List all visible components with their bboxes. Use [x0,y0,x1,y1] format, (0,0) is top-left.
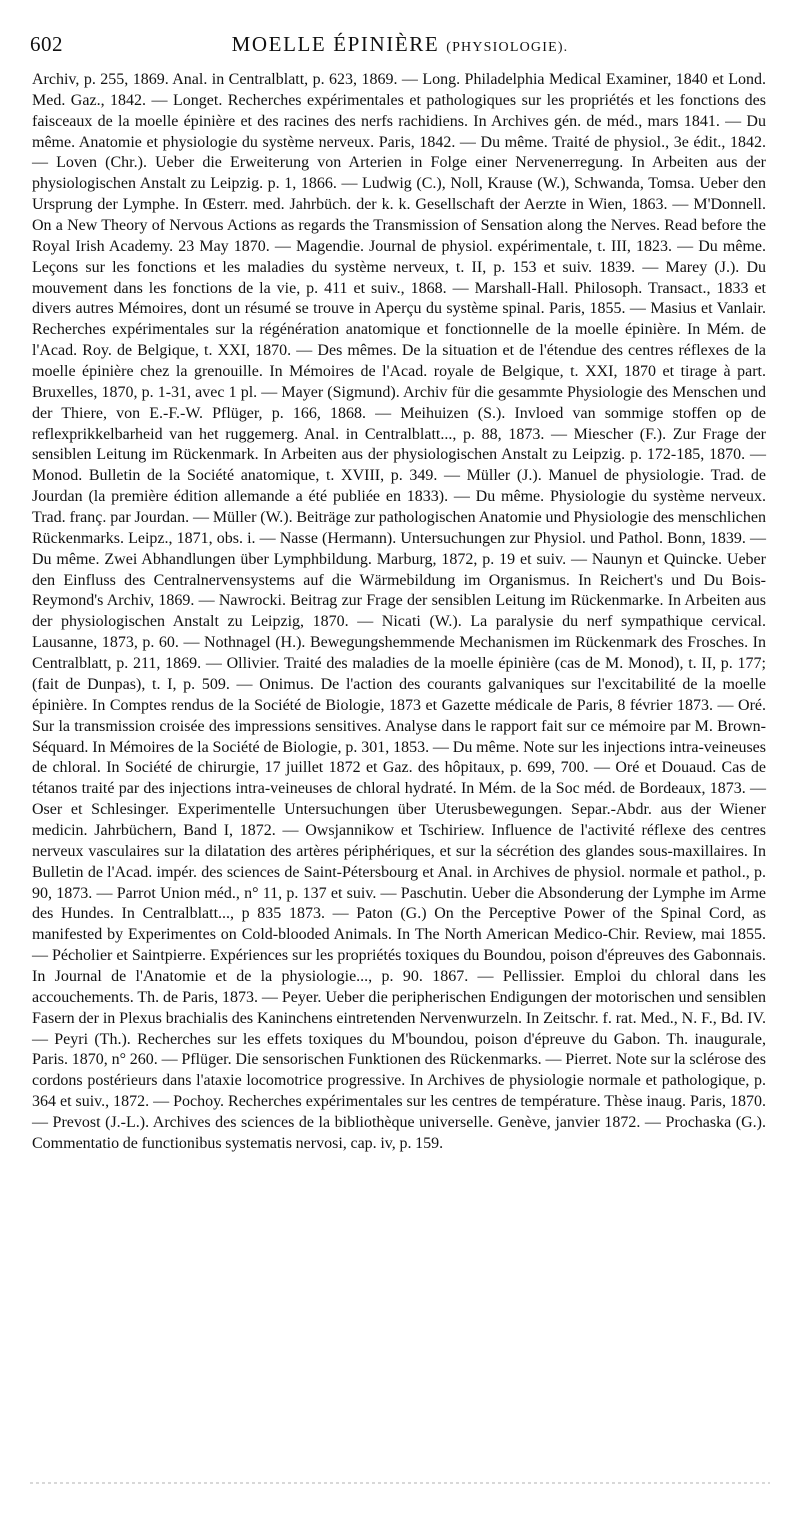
title-subtitle: (PHYSIOLOGIE). [446,40,569,55]
page-title [30,32,770,57]
faded-footer-line [30,1482,770,1484]
running-header [30,30,770,64]
bibliography-paragraph: Archiv, p. 255, 1869. Anal. in Centralblatt, p. 623, 1869. — Long. Philadelphia Medical Examiner, 1840 et Lond. Med. Gaz., 1842. — Longet. Recherches expérimentales et pathologiques sur les propriétés et les fonctions des faisceaux de la moelle épinière et des racines des nerfs rachidiens. In Archives gén. de méd., mars 1841. — Du même. Anatomie et physiologie du système nerveux. Paris, 1842. — Du même. Traité de physiol., 3e édit., 1842. — Loven (Chr.). Ueber die Erweiterung von Arterien in Folge einer Nervenerregung. In Arbeiten aus der physiologischen Anstalt zu Leipzig. p. 1, 1866. — Ludwig (C.), Noll, Krause (W.), Schwanda, Tomsa. Ueber den Ursprung der Lymphe. In Œsterr. med. Jahrbüch. der k. k. Gesellschaft der Aerzte in Wien, 1863. — M'Donnell. On a New Theory of Nervous Actions as regards the Transmission of Sensation along the Nerves. Read before the Royal Irish Academy. 23 May 1870. — Magendie. Journal de physiol. expérimentale, t. III, 1823. — Du même. Leçons sur les fonctions et les maladies du système nerveux, t. II, p. 153 et suiv. 1839. — Marey (J.). Du mouvement dans les fonctions de la vie, p. 411 et suiv., 1868. — Marshall-Hall. Philosoph. Transact., 1833 et divers autres Mémoires, dont un résumé se trouve in Aperçu du système spinal. Paris, 1855. — Masius et Vanlair. Recherches expérimentales sur la régénération anatomique et fonctionnelle de la moelle épinière. In Mém. de l'Acad. Roy. de Belgique, t. XXI, 1870. — Des mêmes. De la situation et de l'étendue des centres réflexes de la moelle épinière chez la grenouille. In Mémoires de l'Acad. royale de Belgique, t. XXI, 1870 et tirage à part. Bruxelles, 1870, p. 1-31, avec 1 pl. — Mayer (Sigmund). Archiv für die gesammte Physiologie des Menschen und der Thiere, von E.-F.-W. Pflüger, p. 166, 1868. — Meihuizen (S.). Invloed van sommige stoffen op de reflexprikkelbarheid van het ruggemerg. Anal. in Centralblatt..., p. 88, 1873. — Miescher (F.). Zur Frage der sensiblen Leitung im Rückenmark. In Arbeiten aus der physiologischen Anstalt zu Leipzig. p. 172-185, 1870. — Monod. Bulletin de la Société anatomique, t. XVIII, p. 349. — Müller (J.). Manuel de physiologie. Trad. de Jourdan (la première édition allemande a été publiée en 1833). — Du même. Physiologie du système nerveux. Trad. franç. par Jourdan. — Müller (W.). Beiträge zur pathologischen Anatomie und Physiologie des menschlichen Rückenmarks. Leipz., 1871, obs. i. — Nasse (Hermann). Untersuchungen zur Physiol. und Pathol. Bonn, 1839. — Du même. Zwei Abhandlungen über Lymphbildung. Marburg, 1872, p. 19 et suiv. — Naunyn et Quincke. Ueber den Einfluss des Centralnervensystems auf die Wärmebildung im Organismus. In Reichert's und Du Bois-Reymond's Archiv, 1869. — Nawrocki. Beitrag zur Frage der sensiblen Leitung im Rückenmarke. In Arbeiten aus der physiologischen Anstalt zu Leipzig, 1870. — Nicati (W.). La paralysie du nerf sympathique cervical. Lausanne, 1873, p. 60. — Nothnagel (H.). Bewegungshemmende Mechanismen im Rückenmark des Frosches. In Centralblatt, p. 211, 1869. — Ollivier. Traité des maladies de la moelle épinière (cas de M. Monod), t. II, p. 177; (fait de Dunpas), t. I, p. 509. — Onimus. De l'action des courants galvaniques sur l'excitabilité de la moelle épinière. In Comptes rendus de la Société de Biologie, 1873 et Gazette médicale de Paris, 8 février 1873. — Oré. Sur la transmission croisée des impressions sensitives. Analyse dans le rapport fait sur ce mémoire par M. Brown-Séquard. In Mémoires de la Société de Biologie, p. 301, 1853. — Du même. Note sur les injections intra-veineuses de chloral. In Société de chirurgie, 17 juillet 1872 et Gaz. des hôpitaux, p. 699, 700. — Oré et Douaud. Cas de tétanos traité par des injections intra-veineuses de chloral hydraté. In Mém. de la Soc méd. de Bordeaux, 1873. — Oser et Schlesinger. Experimentelle Untersuchungen über Uterusbewegungen. Separ.-Abdr. aus der Wiener medicin. Jahrbüchern, Band I, 1872. — Owsjannikow et Tschiriew. Influence de l'activité réflexe des centres nerveux vasculaires sur la dilatation des artères périphériques, et sur la sécrétion des glandes sous-maxillaires. In Bulletin de l'Acad. impér. des sciences de Saint-Pétersbourg et Anal. in Archives de physiol. normale et pathol., p. 90, 1873. — Parrot Union méd., n° 11, p. 137 et suiv. — Paschutin. Ueber die Absonderung der Lymphe im Arme des Hundes. In Centralblatt..., p 835 1873. — Paton (G.) On the Perceptive Power of the Spinal Cord, as manifested by Experimentes on Cold-blooded Animals. In The North American Medico-Chir. Review, mai 1855. — Pécholier et Saintpierre. Expériences sur les propriétés toxiques du Boundou, poison d'épreuves des Gabonnais. In Journal de l'Anatomie et de la physiologie..., p. 90. 1867. — Pellissier. Emploi du chloral dans les accouchements. Th. de Paris, 1873. — Peyer. Ueber die peripherischen Endigungen der motorischen und sensiblen Fasern der in Plexus brachialis des Kaninchens eintretenden Nervenwurzeln. In Zeitschr. f. rat. Med., N. F., Bd. IV. — Peyri (Th.). Recherches sur les effets toxiques du M'boundou, poison d'épreuve du Gabon. Th. inaugurale, Paris. 1870, n° 260. — Pflüger. Die sensorischen Funktionen des Rückenmarks. — Pierret. Note sur la sclérose des cordons postérieurs dans l'ataxie locomotrice progressive. In Archives de physiologie normale et pathologique, p. 364 et suiv., 1872. — Pochoy. Recherches expérimentales sur les centres de température. Thèse inaug. Paris, 1870. — Prevost (J.-L.). Archives des sciences de la bibliothèque universelle. Genève, janvier 1872. — Prochaska (G.). Commentatio de functionibus systematis nervosi, cap. iv, p. 159. [32,71,766,1152]
title-main: MOELLE ÉPINIÈRE [231,32,440,56]
page-number: 602 [30,32,63,56]
bibliography-text [32,70,766,1155]
